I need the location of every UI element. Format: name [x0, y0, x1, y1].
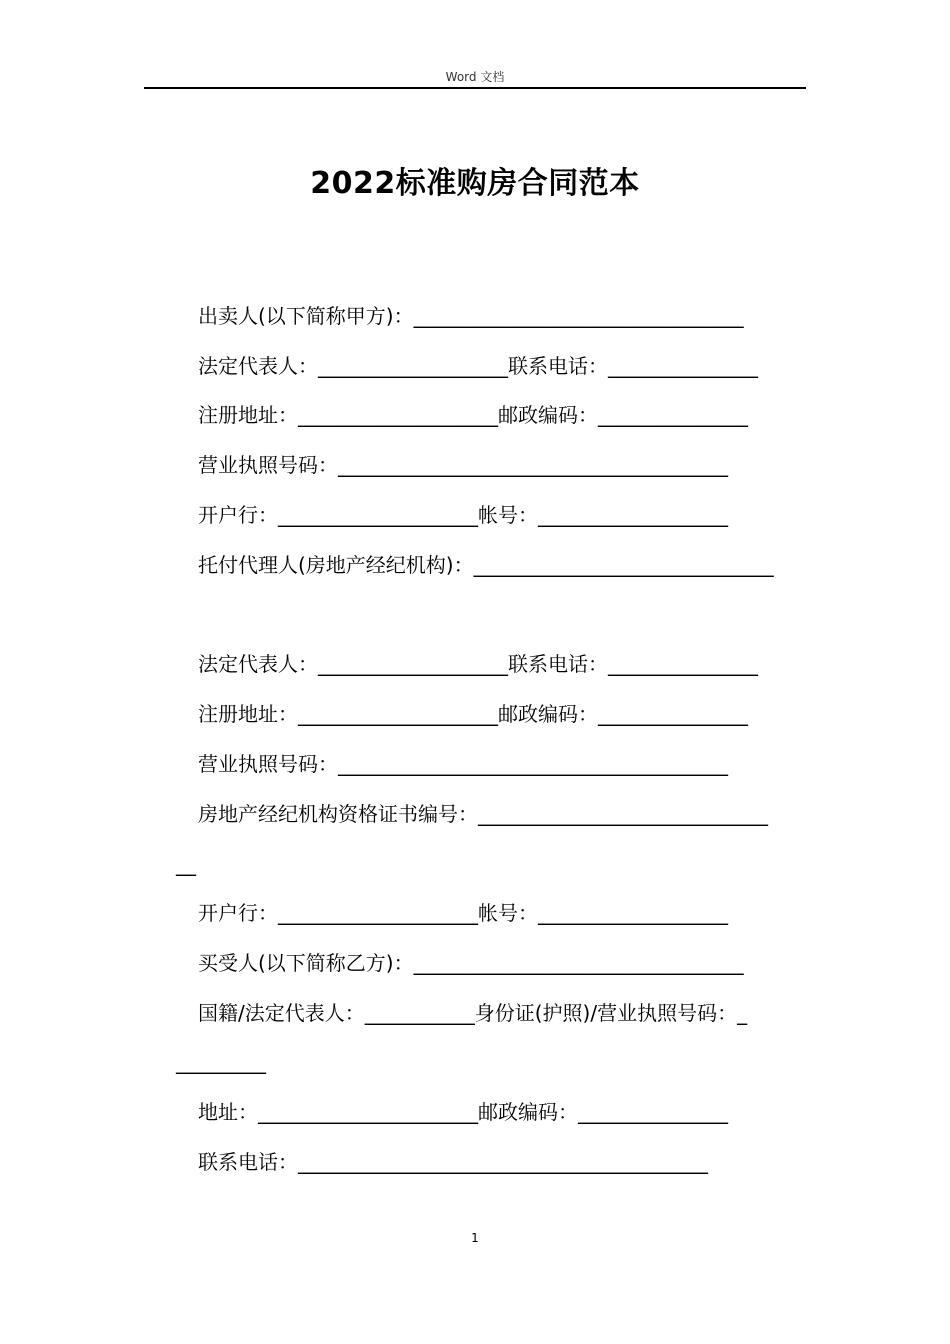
agent-line: 托付代理人(房地产经纪机构)：______________________________	[198, 553, 774, 577]
header-text: Word 文档	[445, 70, 505, 84]
agent-license-line: 营业执照号码：_______________________________________	[198, 752, 728, 776]
agent-legal-rep-line: 法定代表人：___________________联系电话：_______________	[198, 652, 758, 676]
buyer-id-line: 国籍/法定代表人：___________身份证(护照)/营业执照号码：_	[198, 1001, 748, 1025]
buyer-phone-line: 联系电话：_________________________________________	[198, 1150, 708, 1174]
agent-certificate-line: 房地产经纪机构资格证书编号：_____________________________	[198, 802, 768, 826]
seller-line: 出卖人(以下简称甲方)：_________________________________	[198, 304, 744, 328]
agent-address-line: 注册地址：____________________邮政编码：_______________	[198, 702, 748, 726]
seller-bank-line: 开户行：____________________帐号：___________________	[198, 503, 728, 527]
seller-legal-rep-line: 法定代表人：___________________联系电话：_______________	[198, 354, 758, 378]
buyer-id-continuation: _________	[176, 1050, 266, 1074]
seller-address-line: 注册地址：____________________邮政编码：_______________	[198, 403, 748, 427]
buyer-address-line: 地址：______________________邮政编码：_______________	[198, 1100, 728, 1124]
page-number: 1	[471, 1231, 479, 1245]
seller-license-line: 营业执照号码：_______________________________________	[198, 453, 728, 477]
document-title: 2022标准购房合同范本	[310, 166, 640, 201]
buyer-line: 买受人(以下简称乙方)：_________________________________	[198, 951, 744, 975]
agent-bank-line: 开户行：____________________帐号：___________________	[198, 901, 728, 925]
header-divider	[144, 87, 806, 89]
agent-certificate-continuation: __	[176, 852, 196, 876]
